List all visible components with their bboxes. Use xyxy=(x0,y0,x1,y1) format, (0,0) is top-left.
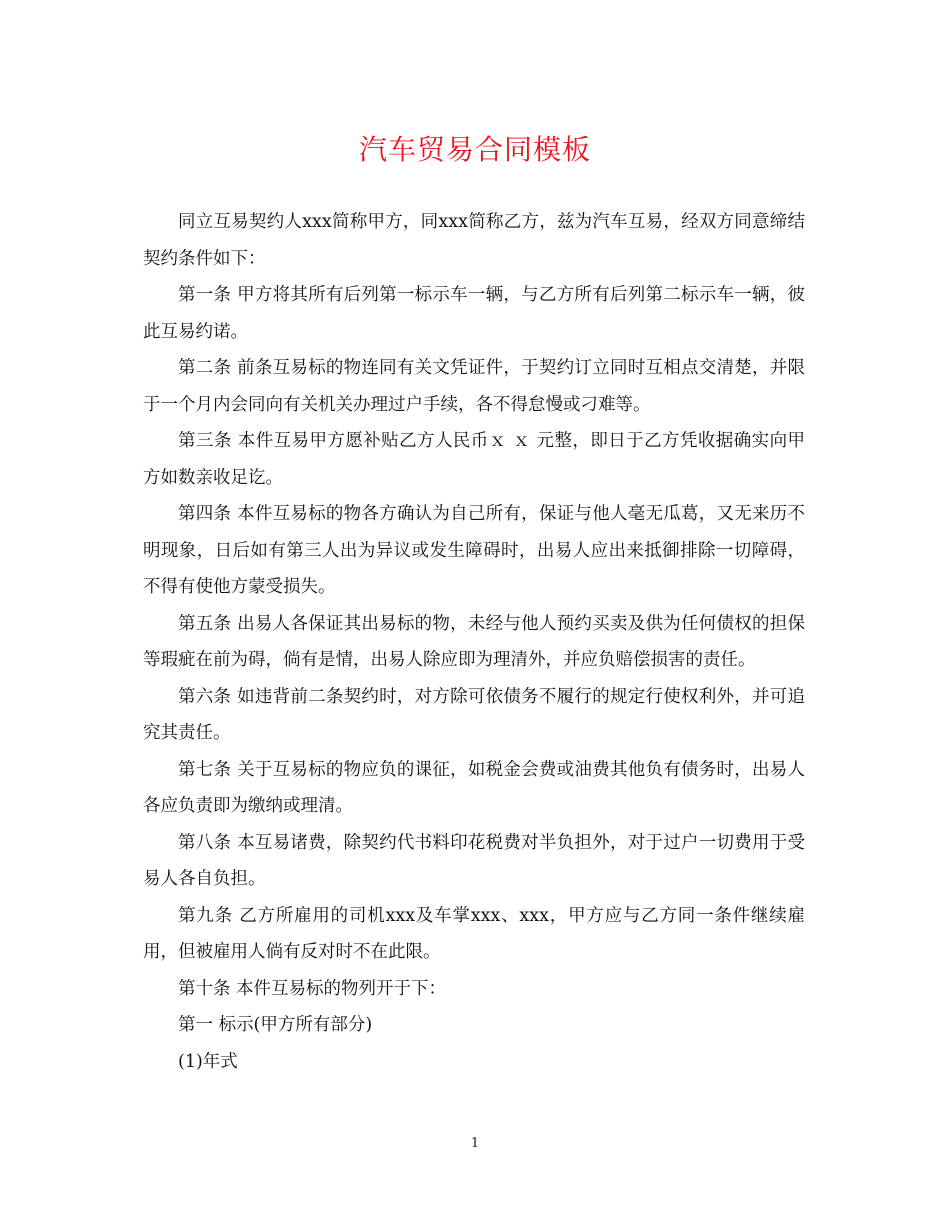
paragraph-article-6: 第六条 如违背前二条契约时，对方除可依债务不履行的规定行使权利外，并可追究其责任。 xyxy=(143,686,805,743)
document-title: 汽车贸易合同模板 xyxy=(358,133,591,166)
paragraph-item-heading: 第一 标示(甲方所有部分) xyxy=(178,1015,373,1035)
paragraph-article-4: 第四条 本件互易标的物各方确认为自己所有，保证与他人毫无瓜葛，又无来历不明现象，日后如有第三人出为异议或发生障碍时，出易人应出来抵御排除一切障碍，不得有使他方蒙受损失。 xyxy=(143,504,805,597)
paragraph-article-7: 第七条 关于互易标的物应负的课征，如税金会费或油费其他负有债务时，出易人各应负责即为缴纳或理清。 xyxy=(143,759,805,816)
paragraph-article-10: 第十条 本件互易标的物列开于下： xyxy=(178,978,447,999)
paragraph-article-1: 第一条 甲方将其所有后列第一标示车一辆，与乙方所有后列第二标示车一辆，彼此互易约诺。 xyxy=(143,285,805,342)
paragraph-article-9: 第九条 乙方所雇用的司机xxx及车掌xxx、xxx，甲方应与乙方同一条件继续雇用，但被雇用人倘有反对时不在此限。 xyxy=(143,905,805,962)
paragraph-article-8: 第八条 本互易诸费，除契约代书料印花税费对半负担外，对于过户一切费用于受易人各自负担。 xyxy=(143,832,805,889)
document-body xyxy=(143,204,805,1080)
paragraph-intro: 同立互易契约人xxx简称甲方，同xxx简称乙方，兹为汽车互易，经双方同意缔结契约条件如下： xyxy=(143,212,805,269)
paragraph-article-5: 第五条 出易人各保证其出易标的物，未经与他人预约买卖及供为任何债权的担保等瑕疵在前为碍，倘有是情，出易人除应即为理清外，并应负赔偿损害的责任。 xyxy=(143,613,805,670)
paragraph-article-3: 第三条 本件互易甲方愿补贴乙方人民币ｘ ｘ 元整，即日于乙方凭收据确实向甲方如数亲收足讫。 xyxy=(143,431,805,488)
page-number: 1 xyxy=(470,1136,480,1151)
paragraph-item-1: (1)年式 xyxy=(178,1051,238,1072)
paragraph-article-2: 第二条 前条互易标的物连同有关文凭证件，于契约订立同时互相点交清楚，并限于一个月内会同向有关机关办理过户手续，各不得怠慢或刁难等。 xyxy=(143,358,805,415)
